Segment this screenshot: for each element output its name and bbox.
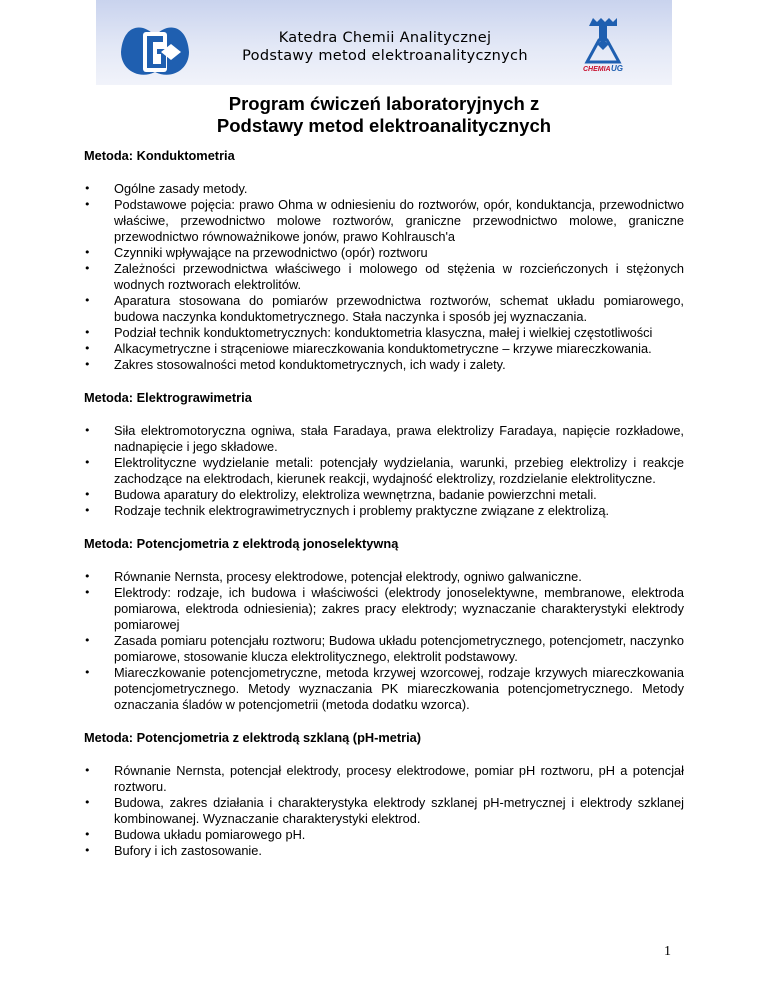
list-item: • Rodzaje technik elektrograwimetrycznych i problemy praktyczne związane z elektrolizą. <box>84 503 610 518</box>
bullet-icon: • <box>84 666 91 679</box>
bullet-icon: • <box>84 570 91 583</box>
university-logo <box>117 18 193 84</box>
list-item: • Zależności przewodnictwa właściwego i molowego od stężenia w rozcieńczonych i stężonych wodnych roztworach elektrolitów. <box>84 261 684 292</box>
bullet-icon: • <box>84 424 91 437</box>
section-potencjometria-ph-metria <box>84 730 684 859</box>
ug-logo-text: UG <box>611 64 623 73</box>
section-elektrograwimetria <box>84 390 684 519</box>
bullet-list <box>84 181 684 373</box>
list-item: • Podstawowe pojęcia: prawo Ohma w odniesieniu do roztworów, opór, konduktancja, przewodnictwo właściwe, przewodnictwo molowe roztworów, graniczne przewodnictwo molowe, graniczne przewodnictwo równoważnikowe jonów, prawo Kohlrausch'a <box>84 197 684 244</box>
bullet-icon: • <box>84 796 91 809</box>
bullet-list <box>84 569 684 713</box>
section-heading: Metoda: Potencjometria z elektrodą szklaną (pH-metria) <box>84 730 422 745</box>
list-item: • Budowa aparatury do elektrolizy, elektroliza wewnętrzna, badanie powierzchni metali. <box>84 487 597 502</box>
list-item: • Podział technik konduktometrycznych: konduktometria klasyczna, małej i wielkiej częstotliwości <box>84 325 653 340</box>
list-item: • Budowa układu pomiarowego pH. <box>84 827 306 842</box>
list-item: • Budowa, zakres działania i charakterystyka elektrody szklanej pH-metrycznej i elektrody szklanej kombinowanej. Wyznaczanie charakterystyki elektrod. <box>84 795 684 826</box>
bullet-icon: • <box>84 182 91 195</box>
list-item: • Równanie Nernsta, potencjał elektrody, procesy elektrodowe, pomiar pH roztworu, pH a potencjał roztworu. <box>84 763 684 794</box>
document-body <box>84 148 684 876</box>
bullet-icon: • <box>84 198 91 211</box>
bullet-icon: • <box>84 262 91 275</box>
bullet-icon: • <box>84 634 91 647</box>
list-item: • Zasada pomiaru potencjału roztworu; Budowa układu potencjometrycznego, potencjometr, naczynko pomiarowe, stosowanie klucza elektrolitycznego, elektrolit podstawowy. <box>84 633 684 664</box>
chemia-logo-text: CHEMIA <box>583 66 611 73</box>
bullet-icon: • <box>84 456 91 469</box>
bullet-icon: • <box>84 764 91 777</box>
list-item: • Miareczkowanie potencjometryczne, metoda krzywej wzorcowej, rodzaje krzywych miareczkowania potencjometrycznego. Metody wyznaczania PK miareczkowania potencjometrycznego. Metody oznaczania śladów w potencjometrii (metoda dodatku wzorca). <box>84 665 684 712</box>
list-item: • Zakres stosowalności metod konduktometrycznych, ich wady i zalety. <box>84 357 506 372</box>
bullet-icon: • <box>84 828 91 841</box>
header-line-1: Katedra Chemii Analitycznej <box>278 30 492 46</box>
bullet-icon: • <box>84 504 91 517</box>
list-item: • Bufory i ich zastosowanie. <box>84 843 262 858</box>
bullet-icon: • <box>84 246 91 259</box>
bullet-list <box>84 763 684 859</box>
chemia-ug-logo <box>579 14 627 74</box>
list-item: • Ogólne zasady metody. <box>84 181 248 196</box>
bullet-icon: • <box>84 342 91 355</box>
bullet-icon: • <box>84 586 91 599</box>
bullet-icon: • <box>84 326 91 339</box>
section-heading: Metoda: Potencjometria z elektrodą jonoselektywną <box>84 536 399 551</box>
section-heading: Metoda: Elektrograwimetria <box>84 390 252 405</box>
section-konduktometria <box>84 148 684 373</box>
header-line-2: Podstawy metod elektroanalitycznych <box>242 48 528 64</box>
page-title <box>96 93 672 137</box>
bullet-icon: • <box>84 358 91 371</box>
bullet-icon: • <box>84 488 91 501</box>
list-item: • Aparatura stosowana do pomiarów przewodnictwa roztworów, schemat układu pomiarowego, budowa naczynka konduktometrycznego. Stała naczynka i sposób jej wyznaczania. <box>84 293 684 324</box>
bullet-icon: • <box>84 844 91 857</box>
list-item: • Elektrody: rodzaje, ich budowa i właściwości (elektrody jonoselektywne, membranowe, elektroda pomiarowa, elektroda odniesienia); zakres pracy elektrody; wyznaczanie charakterystyki elektrody pomiarowej <box>84 585 684 632</box>
list-item: • Równanie Nernsta, procesy elektrodowe, potencjał elektrody, ogniwo galwaniczne. <box>84 569 582 584</box>
list-item: • Elektrolityczne wydzielanie metali: potencjały wydzielania, warunki, przebieg elektrolizy i reakcje zachodzące na elektrodach, kierunek reakcji, wydajność elektrolizy, rozdzielanie elektrolityczne. <box>84 455 684 486</box>
page-title-line-1: Program ćwiczeń laboratoryjnych z <box>228 93 540 114</box>
list-item: • Czynniki wpływające na przewodnictwo (opór) roztworu <box>84 245 428 260</box>
bullet-icon: • <box>84 294 91 307</box>
page-number: 1 <box>664 944 671 959</box>
list-item: • Siła elektromotoryczna ogniwa, stała Faradaya, prawa elektrolizy Faradaya, napięcie rozkładowe, nadnapięcie i jego składowe. <box>84 423 684 454</box>
list-item: • Alkacymetryczne i strąceniowe miareczkowania konduktometryczne – krzywe miareczkowania. <box>84 341 652 356</box>
bullet-list <box>84 423 684 519</box>
header-text <box>200 29 570 65</box>
section-heading: Metoda: Konduktometria <box>84 148 235 163</box>
page-title-line-2: Podstawy metod elektroanalitycznych <box>216 115 552 136</box>
section-potencjometria-jonoselektywna <box>84 536 684 713</box>
